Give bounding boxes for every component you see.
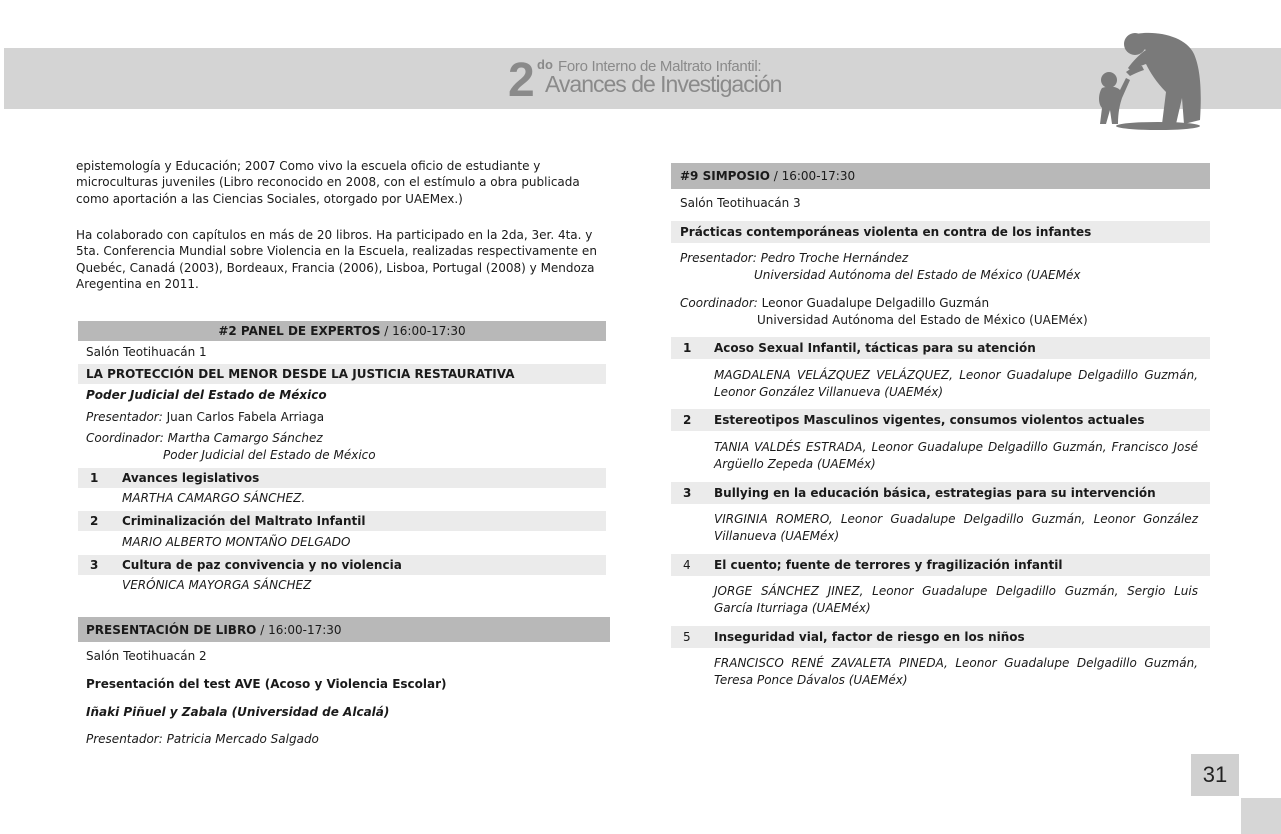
panel-coordinator [86, 430, 323, 447]
list-item [78, 511, 606, 531]
logo-superscript: do [537, 57, 553, 72]
list-item [671, 409, 1210, 431]
logo-title-line1: Foro Interno de Maltrato Infantil: [558, 58, 762, 75]
panel-presenter [86, 409, 324, 426]
item-title: Criminalización del Maltrato Infantil [122, 514, 366, 528]
panel-header [78, 321, 606, 341]
panel-title: #2 PANEL DE EXPERTOS [218, 324, 381, 338]
list-item [671, 482, 1210, 504]
symposium-coordinator [680, 295, 989, 312]
presenter-label: Presentador: [86, 410, 163, 424]
bio-paragraph-1: epistemología y Educación; 2007 Como vivo la escuela oficio de estudiante y microculturas juveniles (Libro reconocido en 2008, con el estímulo a obra publicada como aportación a las Ciencias Sociales, otorgado por UAEMex.) [76, 159, 580, 206]
item-number: 5 [683, 630, 691, 644]
panel-room: Salón Teotihuacán 1 [86, 345, 207, 359]
item-number: 2 [683, 413, 692, 427]
coordinator-label: Coordinador: [680, 296, 758, 310]
item-authors: VIRGINIA ROMERO, Leonor Guadalupe Delgadillo Guzmán, Leonor González Villanueva (UAEMéx) [714, 512, 1198, 543]
symposium-header [671, 163, 1210, 189]
book-room: Salón Teotihuacán 2 [86, 649, 207, 663]
book-presenter [86, 731, 319, 748]
symposium-presenter [680, 250, 908, 267]
item-title: Inseguridad vial, factor de riesgo en los niños [714, 630, 1025, 644]
presenter-label: Presentador: [680, 251, 757, 265]
coordinator-name: Leonor Guadalupe Delgadillo Guzmán [757, 296, 990, 310]
book-time: / 16:00-17:30 [256, 623, 342, 637]
book-title: PRESENTACIÓN DE LIBRO [86, 623, 257, 637]
item-number: 1 [90, 471, 99, 485]
book-subject: Presentación del test AVE (Acoso y Violencia Escolar) [86, 677, 447, 691]
presenter-label: Presentador: [86, 732, 163, 746]
corner-decoration [1241, 798, 1281, 834]
item-authors: FRANCISCO RENÉ ZAVALETA PINEDA, Leonor Guadalupe Delgadillo Guzmán, Teresa Ponce Dávalos (UAEMéx) [714, 656, 1198, 687]
item-title: Estereotipos Masculinos vigentes, consumos violentos actuales [714, 413, 1145, 427]
item-title: Avances legislativos [122, 471, 260, 485]
symposium-room: Salón Teotihuacán 3 [680, 196, 801, 210]
presenter-name: Patricia Mercado Salgado [162, 732, 319, 746]
symposium-time: / 16:00-17:30 [769, 169, 856, 183]
item-authors: JORGE SÁNCHEZ JINEZ, Leonor Guadalupe Delgadillo Guzmán, Sergio Luis García Iturriaga (UAEMéx) [714, 584, 1198, 615]
book-author: Iñaki Piñuel y Zabala (Universidad de Alcalá) [86, 705, 390, 719]
book-header [78, 617, 610, 642]
item-number: 1 [683, 341, 692, 355]
coordinator-institution: Poder Judicial del Estado de México [163, 448, 376, 462]
item-title: Bullying en la educación básica, estrategias para su intervención [714, 486, 1156, 500]
presenter-name: Juan Carlos Fabela Arriaga [162, 410, 325, 424]
logo-number: 2 [508, 54, 533, 107]
item-authors: VERÓNICA MAYORGA SÁNCHEZ [122, 578, 312, 592]
item-number: 2 [90, 514, 99, 528]
item-number: 3 [683, 486, 692, 500]
page-number: 31 [1191, 754, 1239, 796]
item-title: Cultura de paz convivencia y no violencia [122, 558, 402, 572]
symposium-topic: Prácticas contemporáneas violenta en contra de los infantes [671, 221, 1210, 243]
panel-institution: Poder Judicial del Estado de México [86, 388, 327, 402]
item-title: Acoso Sexual Infantil, tácticas para su atención [714, 341, 1036, 355]
list-item [78, 468, 606, 488]
item-authors: MAGDALENA VELÁZQUEZ VELÁZQUEZ, Leonor Guadalupe Delgadillo Guzmán, Leonor González Villanueva (UAEMéx) [714, 368, 1198, 399]
presenter-name: Pedro Troche Hernández [756, 251, 909, 265]
logo-title-line2: Avances de Investigación [545, 71, 782, 97]
list-item [78, 555, 606, 575]
coordinator-institution: Universidad Autónoma del Estado de México (UAEMéx) [757, 313, 1088, 327]
coordinator-name: Martha Camargo Sánchez [163, 431, 323, 445]
bio-paragraph-2: Ha colaborado con capítulos en más de 20 libros. Ha participado en la 2da, 3er. 4ta. y 5ta. Conferencia Mundial sobre Violencia en la Escuela, realizadas respectivamente en Quebéc, Canadá (2003), Bordeaux, Francia (2006), Lisboa, Portugal (2008) y Mendoza Aregentina en 2011. [76, 228, 597, 291]
item-authors: MARTHA CAMARGO SÁNCHEZ. [122, 491, 306, 505]
mother-child-silhouette-icon [1086, 28, 1206, 130]
item-title: El cuento; fuente de terrores y fragilización infantil [714, 558, 1063, 572]
coordinator-label: Coordinador: [86, 431, 164, 445]
panel-topic: LA PROTECCIÓN DEL MENOR DESDE LA JUSTICIA RESTAURATIVA [78, 364, 606, 384]
list-item [671, 554, 1210, 576]
item-number: 4 [683, 558, 691, 572]
item-authors: TANIA VALDÉS ESTRADA, Leonor Guadalupe Delgadillo Guzmán, Francisco José Argüello Zepeda (UAEMéx) [714, 440, 1198, 471]
panel-time: / 16:00-17:30 [380, 324, 466, 338]
presenter-institution: Universidad Autónoma del Estado de México (UAEMéx [754, 268, 1081, 282]
symposium-title: #9 SIMPOSIO [680, 169, 770, 183]
list-item [671, 626, 1210, 648]
item-number: 3 [90, 558, 99, 572]
item-authors: MARIO ALBERTO MONTAÑO DELGADO [122, 535, 351, 549]
list-item [671, 337, 1210, 359]
